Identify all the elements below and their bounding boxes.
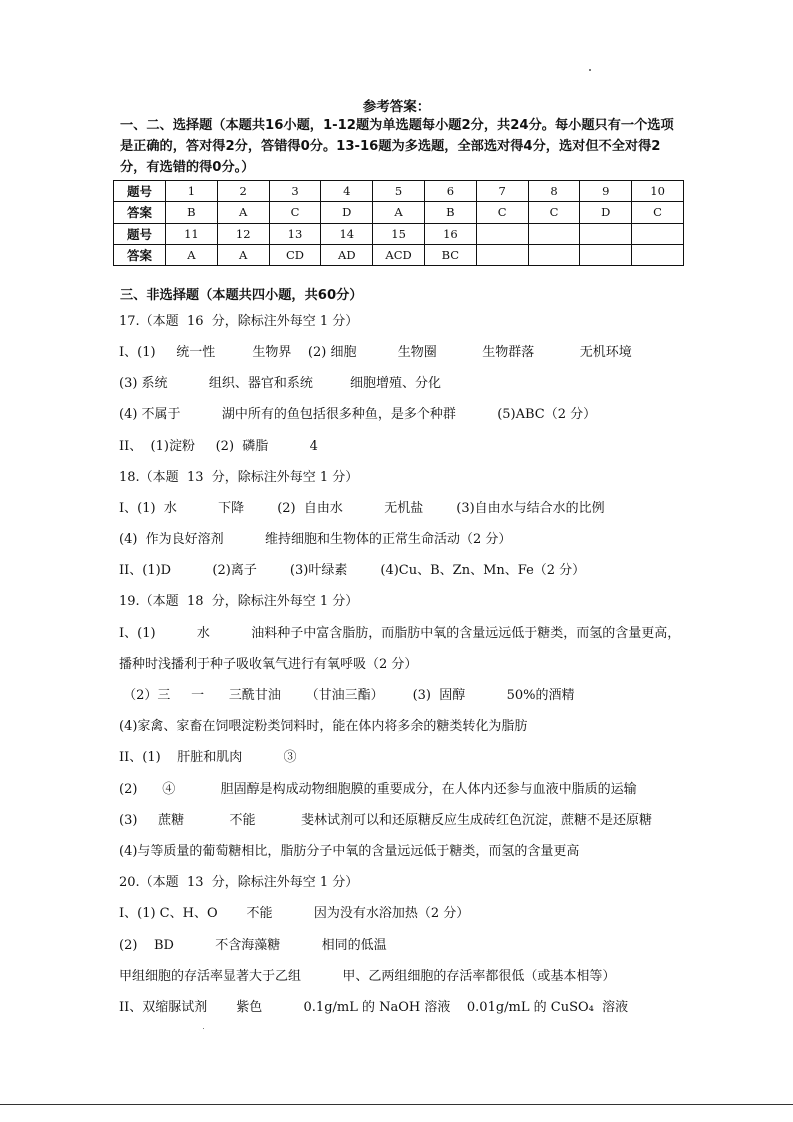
page-bottom-rule [0,1104,793,1105]
table-cell [476,244,528,265]
table-cell: ACD [373,244,425,265]
answer-line: （2）三 一 三酰甘油 （甘油三酯） (3) 固醇 50%的酒精 [119,688,575,703]
table-cell: A [217,202,269,223]
answer-line: (3) 系统 组织、器官和系统 细胞增殖、分化 [119,376,442,391]
table-cell: C [528,202,580,223]
table-cell [632,223,684,244]
table-cell: 2 [217,181,269,202]
row-label: 题号 [114,181,166,202]
table-cell: 6 [424,181,476,202]
table-cell: D [580,202,632,223]
section1-heading: 一、二、选择题（本题共16小题，1-12题为单选题每小题2分，共24分。每小题只有一个选项是正确的，答对得2分，答错得0分。13-16题为多选题，全部选对得4分，选对但不全对得2分，有选错的得0分。） [120,118,674,175]
answer-line: II、 (1)淀粉 (2) 磷脂 4 [119,439,318,454]
table-cell: 16 [424,223,476,244]
section2-heading: 三、非选择题（本题共四小题，共60分） [120,288,363,303]
answer-line: II、(1) 肝脏和肌肉 ③ [119,750,297,765]
table-row [114,244,684,265]
answer-line: I、(1) 水 下降 (2) 自由水 无机盐 (3)自由水与结合水的比例 [119,501,605,516]
table-cell: 11 [166,223,218,244]
row-label: 答案 [114,244,166,265]
table-cell: 14 [321,223,373,244]
table-cell [632,244,684,265]
table-row [114,181,684,202]
table-row [114,202,684,223]
answer-line: (2) ④ 胆固醇是构成动物细胞膜的重要成分，在人体内还参与血液中脂质的运输 [119,782,637,797]
table-cell: 9 [580,181,632,202]
table-cell: AD [321,244,373,265]
table-cell: A [166,244,218,265]
answer-line: (4) 不属于 湖中所有的鱼包括很多种鱼，是多个种群 (5)ABC（2 分） [119,407,597,422]
table-cell: C [476,202,528,223]
table-cell: 15 [373,223,425,244]
table-cell: C [269,202,321,223]
table-cell [476,223,528,244]
table-cell [528,244,580,265]
answer-line: II、(1)D (2)离子 (3)叶绿素 (4)Cu、B、Zn、Mn、Fe（2 分） [119,563,586,578]
scan-dot-top [589,69,591,71]
table-cell: A [373,202,425,223]
table-cell: 13 [269,223,321,244]
q20-header: 20.（本题 13 分，除标注外每空 1 分） [119,875,359,890]
scan-dot-bottom [203,1028,204,1029]
table-cell: D [321,202,373,223]
table-row [114,223,684,244]
table-cell: 10 [632,181,684,202]
table-cell: 8 [528,181,580,202]
table-cell: CD [269,244,321,265]
table-cell: C [632,202,684,223]
page-title: 参考答案： [362,99,431,115]
q17-header: 17.（本题 16 分，除标注外每空 1 分） [119,314,359,329]
table-cell: B [166,202,218,223]
answer-line: (4)家禽、家畜在饲喂淀粉类饲料时，能在体内将多余的糖类转化为脂肪 [119,719,528,734]
answer-line: (3) 蔗糖 不能 斐林试剂可以和还原糖反应生成砖红色沉淀，蔗糖不是还原糖 [119,813,652,828]
table-cell: 4 [321,181,373,202]
table-cell: 5 [373,181,425,202]
row-label: 题号 [114,223,166,244]
answer-line: 甲组细胞的存活率显著大于乙组 甲、乙两组细胞的存活率都很低（或基本相等） [119,969,616,984]
answer-table [113,180,684,266]
table-cell: 1 [166,181,218,202]
table-cell: 7 [476,181,528,202]
answer-line: (2) BD 不含海藻糖 相同的低温 [119,938,387,953]
table-cell [528,223,580,244]
table-cell: BC [424,244,476,265]
answer-line: II、双缩脲试剂 紫色 0.1g/mL 的 NaOH 溶液 0.01g/mL 的 CuSO₄ 溶液 [119,1000,629,1015]
table-cell: B [424,202,476,223]
table-cell: 12 [217,223,269,244]
table-cell: 3 [269,181,321,202]
q19-header: 19.（本题 18 分，除标注外每空 1 分） [119,594,359,609]
answer-line: I、(1) 统一性 生物界 (2) 细胞 生物圈 生物群落 无机环境 [119,345,632,360]
answer-line: (4)与等质量的葡萄糖相比，脂肪分子中氧的含量远远低于糖类，而氢的含量更高 [119,844,580,859]
table-cell: A [217,244,269,265]
answer-line: (4) 作为良好溶剂 维持细胞和生物体的正常生命活动（2 分） [119,532,512,547]
row-label: 答案 [114,202,166,223]
table-cell [580,223,632,244]
answer-line: 播种时浅播利于种子吸收氧气进行有氧呼吸（2 分） [119,657,418,672]
q18-header: 18.（本题 13 分，除标注外每空 1 分） [119,470,359,485]
answer-line: I、(1) C、H、O 不能 因为没有水浴加热（2 分） [119,906,470,921]
table-cell [580,244,632,265]
answer-line: I、(1) 水 油料种子中富含脂肪，而脂肪中氧的含量远远低于糖类，而氢的含量更高， [119,626,681,641]
